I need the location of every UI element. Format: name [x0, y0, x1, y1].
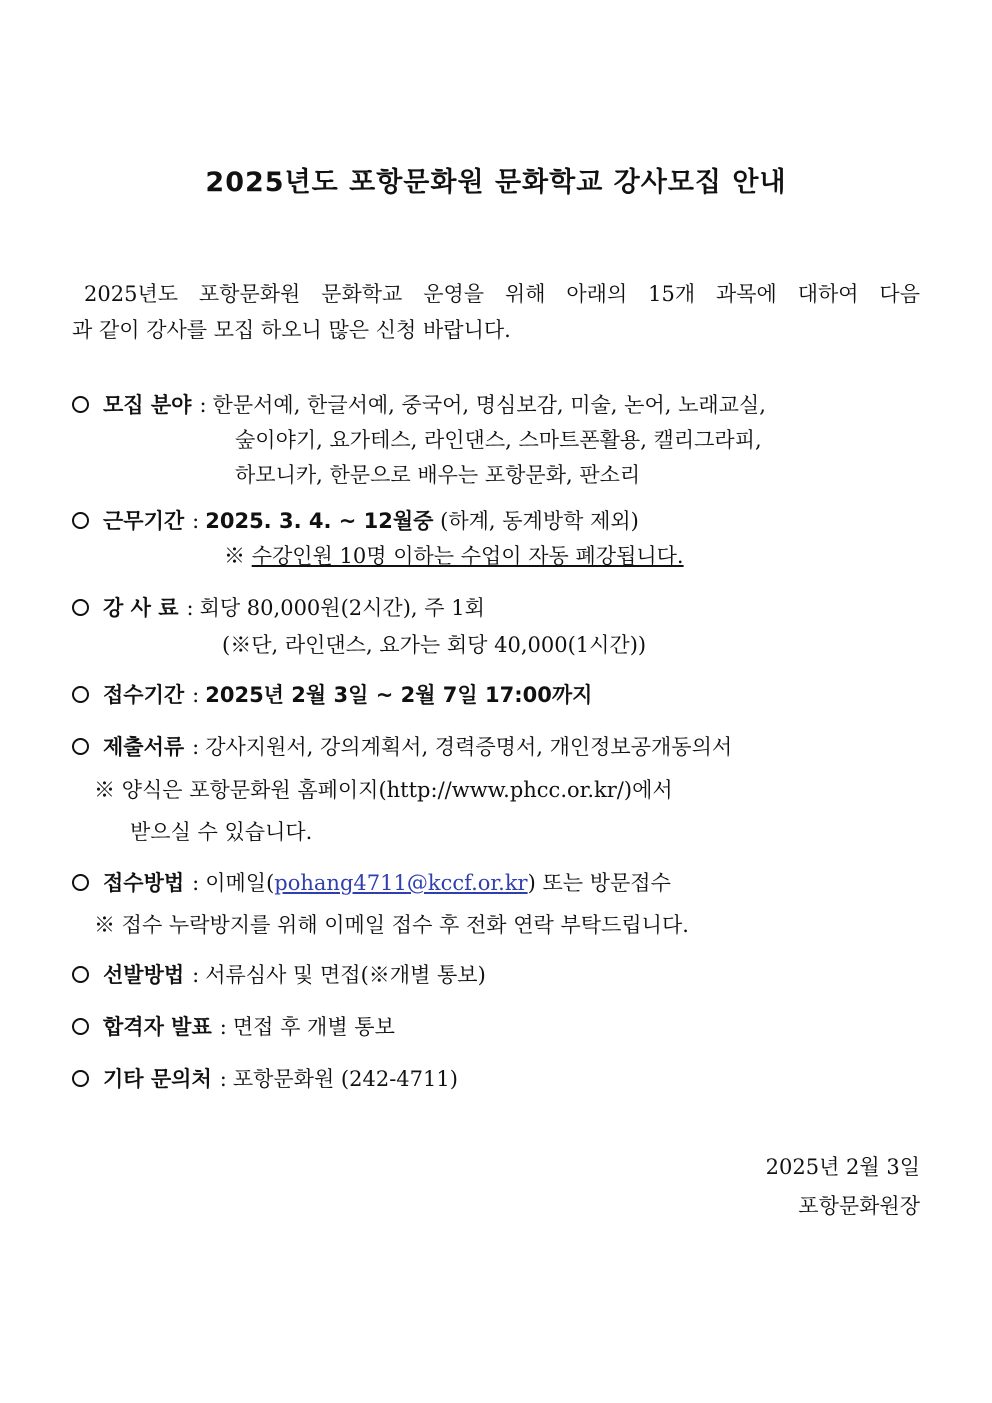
section-fee	[72, 591, 932, 625]
field-line-3: 하모니카, 한문으로 배우는 포항문화, 판소리	[235, 463, 641, 487]
circle-bullet-icon	[72, 396, 89, 413]
separator: :	[192, 509, 200, 533]
period-exception: (하계, 동계방학 제외)	[433, 509, 639, 533]
section-label: 모집 분야	[103, 393, 192, 417]
circle-bullet-icon	[72, 512, 89, 529]
documents-value: 강사지원서, 강의계획서, 경력증명서, 개인정보공개동의서	[205, 735, 733, 759]
method-suffix: ) 또는 방문접수	[527, 871, 671, 895]
circle-bullet-icon	[72, 966, 89, 983]
separator: :	[219, 1015, 227, 1039]
section-documents	[72, 730, 932, 764]
announcement-value: 면접 후 개별 통보	[232, 1015, 395, 1039]
circle-bullet-icon	[72, 874, 89, 891]
circle-bullet-icon	[72, 1018, 89, 1035]
period-note	[224, 539, 684, 573]
section-work-period	[72, 504, 932, 538]
section-label: 접수기간	[103, 683, 185, 707]
intro-line-1: 2025년도 포항문화원 문화학교 운영을 위해 아래의 15개 과목에 대하여 다음	[84, 282, 920, 306]
circle-bullet-icon	[72, 738, 89, 755]
section-selection	[72, 958, 932, 992]
separator: :	[186, 596, 194, 620]
section-label: 제출서류	[103, 735, 185, 759]
document-title: 2025년도 포항문화원 문화학교 강사모집 안내	[205, 167, 787, 198]
section-label: 근무기간	[103, 509, 185, 533]
document-date: 2025년 2월 3일	[765, 1155, 920, 1179]
circle-bullet-icon	[72, 686, 89, 703]
document-signer: 포항문화원장	[798, 1194, 920, 1218]
method-prefix: 이메일(	[205, 871, 275, 895]
period-note-text: 수강인원 10명 이하는 수업이 자동 폐강됩니다.	[251, 544, 684, 568]
field-line-2: 숲이야기, 요가테스, 라인댄스, 스마트폰활용, 캘리그라피,	[235, 428, 762, 452]
intro-paragraph	[72, 276, 920, 348]
section-announcement	[72, 1010, 932, 1044]
selection-value: 서류심사 및 면접(※개별 통보)	[205, 963, 486, 987]
fee-note: (※단, 라인댄스, 요가는 회당 40,000(1시간))	[222, 633, 647, 657]
separator: :	[192, 871, 200, 895]
section-method	[72, 866, 932, 900]
section-label: 선발방법	[103, 963, 185, 987]
documents-note-1: ※ 양식은 포항문화원 홈페이지(http://www.phcc.or.kr/)에서	[94, 778, 673, 802]
section-label: 기타 문의처	[103, 1067, 212, 1091]
section-contact	[72, 1062, 932, 1096]
separator: :	[199, 393, 207, 417]
fee-value: 회당 80,000원(2시간), 주 1회	[199, 596, 485, 620]
separator: :	[192, 735, 200, 759]
section-application-period	[72, 678, 932, 712]
separator: :	[219, 1067, 227, 1091]
separator: :	[192, 683, 200, 707]
email-link[interactable]: pohang4711@kccf.or.kr	[274, 871, 528, 895]
field-line-1: 한문서예, 한글서예, 중국어, 명심보감, 미술, 논어, 노래교실,	[212, 393, 766, 417]
section-label: 합격자 발표	[103, 1015, 212, 1039]
circle-bullet-icon	[72, 1070, 89, 1087]
contact-value: 포항문화원 (242-4711)	[232, 1067, 458, 1091]
section-label: 접수방법	[103, 871, 185, 895]
period-value: 2025. 3. 4. ~ 12월중	[205, 509, 434, 533]
section-recruit-field	[72, 388, 932, 422]
separator: :	[192, 963, 200, 987]
note-mark: ※	[224, 544, 252, 568]
intro-line-2: 과 같이 강사를 모집 하오니 많은 신청 바랍니다.	[72, 318, 511, 342]
section-label: 강 사 료	[103, 596, 179, 620]
documents-note-2: 받으실 수 있습니다.	[130, 820, 313, 844]
method-note: ※ 접수 누락방지를 위해 이메일 접수 후 전화 연락 부탁드립니다.	[94, 913, 689, 937]
application-period-value: 2025년 2월 3일 ~ 2월 7일 17:00까지	[205, 683, 593, 707]
circle-bullet-icon	[72, 599, 89, 616]
